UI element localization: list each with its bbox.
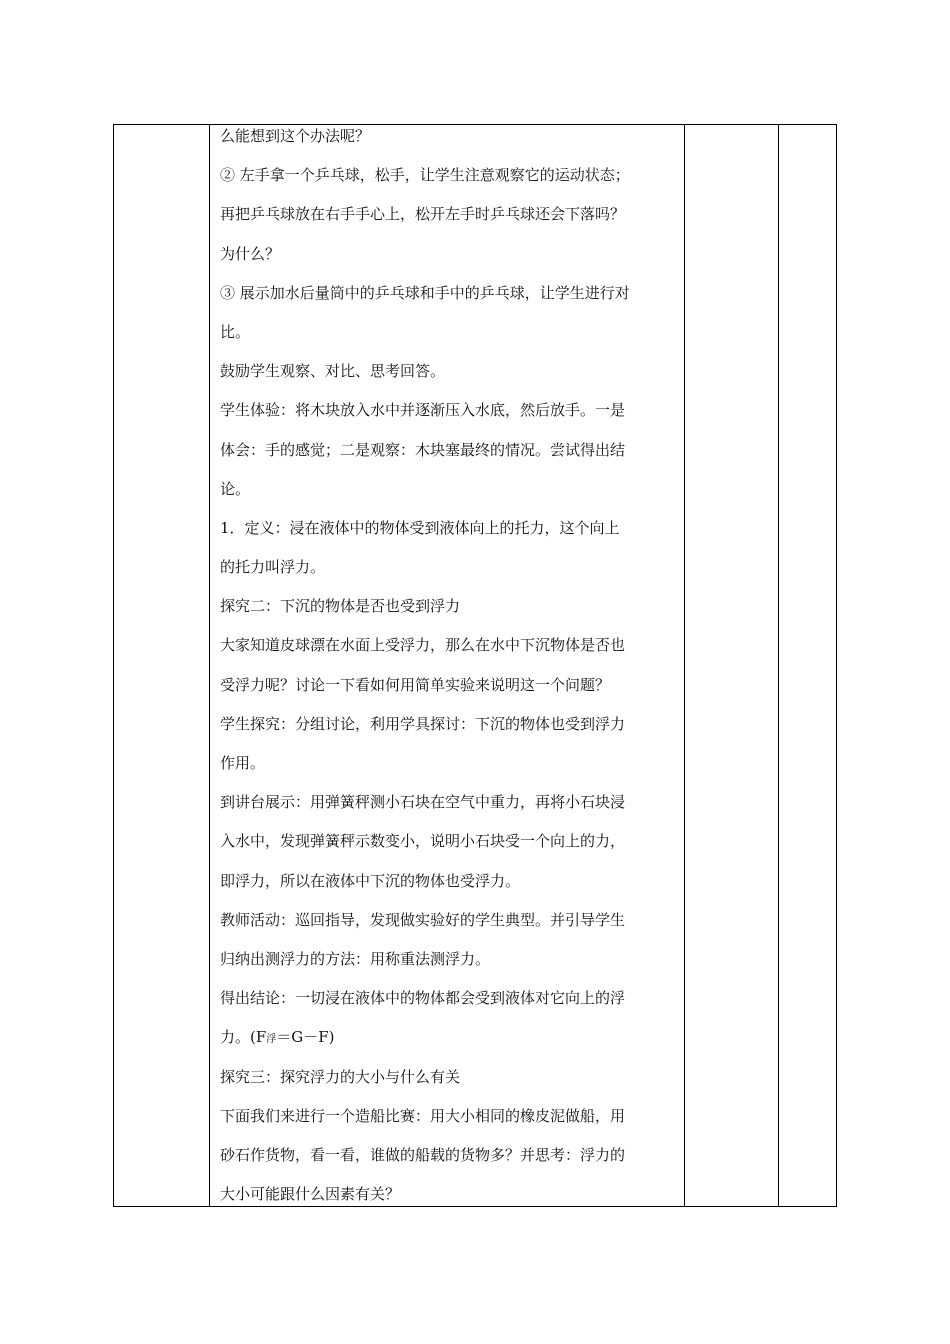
text-line: ③ 展示加水后量筒中的乒乓球和手中的乒乓球，让学生进行对 (220, 283, 630, 302)
text-line: 即浮力，所以在液体中下沉的物体也受浮力。 (220, 871, 521, 890)
column-divider-3 (778, 125, 779, 1206)
text-line: 砂石作货物，看一看，谁做的船载的货物多？并思考：浮力的 (220, 1145, 626, 1164)
text-line: 比。 (220, 322, 251, 341)
text-line: 入水中，发现弹簧秤示数变小，说明小石块受一个向上的力， (220, 832, 626, 851)
text-line: 大小可能跟什么因素有关？ (220, 1185, 401, 1204)
formula-prefix: 力。(F (220, 1028, 267, 1047)
text-line (220, 1026, 678, 1065)
text-line: 探究三：探究浮力的大小与什么有关 (220, 1067, 461, 1086)
text-line: 大家知道皮球漂在水面上受浮力，那么在水中下沉物体是否也 (220, 636, 626, 655)
text-line: 再把乒乓球放在右手手心上，松开左手时乒乓球还会下落吗？ (220, 205, 626, 224)
text-line: ② 左手拿一个乒乓球，松手，让学生注意观察它的运动状态； (220, 166, 630, 185)
lesson-table (113, 124, 837, 1207)
formula-suffix: ＝G－F) (276, 1028, 335, 1047)
text-line: 教师活动：巡回指导，发现做实验好的学生典型。并引导学生 (220, 910, 626, 929)
text-line: 学生探究：分组讨论，利用学具探讨：下沉的物体也受到浮力 (220, 714, 626, 733)
text-line: 作用。 (220, 754, 266, 772)
text-line: 探究二：下沉的物体是否也受到浮力 (220, 597, 461, 616)
text-line: 为什么？ (220, 244, 281, 263)
text-line: 受浮力呢？讨论一下看如何用简单实验来说明这一个问题？ (220, 675, 611, 694)
text-line: 1．定义：浸在液体中的物体受到液体向上的托力，这个向上 (220, 518, 620, 537)
text-line: 学生体验：将木块放入水中并逐渐压入水底，然后放手。一是 (220, 401, 626, 420)
text-line: 鼓励学生观察、对比、思考回答。 (220, 362, 446, 381)
text-line: 么能想到这个办法呢？ (220, 127, 371, 145)
text-line: 下面我们来进行一个造船比赛：用大小相同的橡皮泥做船，用 (220, 1106, 626, 1125)
text-line: 论。 (220, 479, 251, 498)
text-line: 得出结论：一切浸在液体中的物体都会受到液体对它向上的浮 (220, 989, 626, 1008)
text-line: 体会：手的感觉；二是观察：木块塞最终的情况。尝试得出结 (220, 440, 626, 459)
text-line: 的托力叫浮力。 (220, 558, 326, 577)
text-line: 到讲台展示：用弹簧秤测小石块在空气中重力，再将小石块浸 (220, 793, 626, 812)
formula-subscript: 浮 (266, 1034, 277, 1046)
text-line: 归纳出测浮力的方法：用称重法测浮力。 (220, 949, 491, 968)
lesson-content-cell (210, 125, 684, 1222)
column-divider-2 (684, 125, 685, 1206)
